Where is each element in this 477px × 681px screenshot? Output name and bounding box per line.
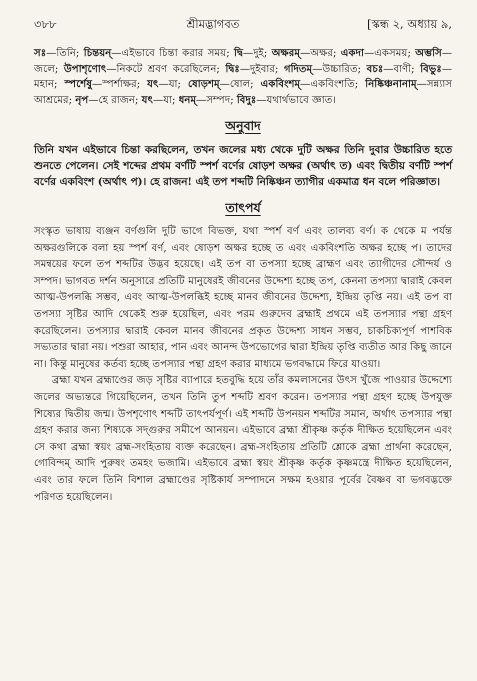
synonym-meaning: এইভাবে চিন্তা করার সময়: [121, 48, 227, 59]
synonym-word: দ্বিঃ: [225, 62, 240, 75]
synonym-meaning: একবিংশতি: [310, 79, 355, 90]
synonym-meaning: দুই: [253, 48, 264, 59]
chapter-reference: [স্কন্ধ ২, অধ্যায় ৯,: [367, 17, 452, 31]
synonym-meaning: যথার্থভাবে জ্ঞাত: [266, 94, 333, 106]
purport-heading: তাৎপর্য: [225, 200, 261, 215]
synonym-meaning: মহান: [34, 79, 55, 90]
synonym-meaning: ষোল: [229, 79, 251, 90]
translation-text: তিনি যখন এইভাবে চিন্তা করছিলেন, তখন জলের মধ্য থেকে দুটি অক্ষর তিনি দুবার উচ্চারিত হতে শুনতে পেলেন। সেই শব্দের প্রথম বর্ণটি স্পর্শ বর্ণের ষোড়শ অক্ষর (অর্থাৎ ত) এবং দ্বিতীয় বর্ণটি স্পর্শ বর্ণের একবিংশ (অর্থাৎ প)। হে রাজন! এই তপ শব্দটি নিষ্কিঞ্চন ত্যাগীর একমাত্র ধন বলে পরিজ্ঞাত।: [34, 144, 452, 188]
synonym-word: নৃপ: [75, 93, 89, 106]
synonym-word: বিদুঃ: [236, 93, 257, 106]
synonym-meaning: দুইবার: [250, 63, 275, 75]
purport-paragraph: ব্রহ্মা যখন ব্রহ্মাণ্ডের জড় সৃষ্টির ব্যাপারে হতবুদ্ধি হয়ে তাঁর কমলাসনের উৎস খুঁজে পাওয়ার উদ্দেশ্যে জলের অভ্যন্তরে গিয়েছিলেন, তখন তিনি তুপ শব্দটি শ্রবণ করেন। তপস্যার পন্থা গ্রহণ হচ্ছে উপযুক্ত শিষ্যের দ্বিতীয় জন্ম। উপশৃণোৎ শব্দটি তাৎপর্যপূর্ণ। এই শব্দটি উপনয়ন শব্দটির সমান, অর্থাৎ তপস্যার পন্থা গ্রহণ করার জন্য শিষ্যকে সদ্গুরুর সমীপে আনয়ন। এইভাবে ব্রহ্মা শ্রীকৃষ্ণ কর্তৃক দীক্ষিত হয়েছিলেন এবং সে কথা ব্রহ্মা স্বয়ং ব্রহ্ম-সংহিতায় ব্যক্ত করেছেন। ব্রহ্ম-সংহিতায় প্রতিটি শ্লোকে ব্রহ্মা প্রার্থনা করেছেন, গোবিন্দম্ আদি পুরুষং তমহং ভজামি। এইভাবে ব্রহ্মা স্বয়ং শ্রীকৃষ্ণ কর্তৃক কৃষ্ণমন্ত্রে দীক্ষিত হয়েছিলেন, এবং তার ফলে তিনি বিশাল ব্রহ্মাণ্ডের সৃষ্টিকার্য সম্পাদনে সক্ষম হওয়ার পূর্বের বৈষ্ণব বা ভগবদ্ভক্তে পরিণত হয়েছিলেন।: [34, 375, 452, 503]
synonym-word: ধনম্: [178, 93, 197, 106]
synonym-word: যৎ: [141, 93, 153, 106]
synonym-word: একদা: [340, 47, 364, 59]
synonym-word: দ্বি: [234, 47, 244, 59]
synonym-word: উপাশৃণোৎ: [63, 62, 107, 75]
synonym-meaning: যা: [163, 94, 173, 106]
synonym-meaning: যা: [168, 79, 178, 90]
page-header: [34, 16, 452, 34]
purport-paragraph: সংস্কৃত ভাষায় ব্যঞ্জন বর্ণগুলি দুটি ভাগে বিভক্ত, যথা স্পর্শ বর্ণ এবং তালব্য বর্ণ। ক থেকে ম পর্যন্ত অক্ষরগুলিকে বলা হয় স্পর্শ বর্ণ, এবং ষোড়শ অক্ষর হচ্ছে ত এবং একবিংশতি অক্ষর হচ্ছে প। তাদের সমন্বয়ের ফলে তপ শব্দটির উদ্ভব হয়েছে। এই তপ বা তপস্যা হচ্ছে ব্রাহ্মণ এবং ত্যাগীদের সৌন্দর্য ও সম্পদ। ভাগবত দর্শন অনুসারে প্রতিটি মানুষেরই জীবনের উদ্দেশ্য হচ্ছে তপ, কেননা তপস্যা দ্বারাই কেবল আত্ম-উপলব্ধি সম্ভব, এবং আত্ম-উপলব্ধিই হচ্ছে মানব জীবনের উদ্দেশ্য, ইন্দ্রিয় তৃপ্তি নয়। এই তপ বা তপস্যা সৃষ্টির আদি থেকেই শুরু হয়েছিল, এবং পরম গুরুদেব ব্রহ্মাই প্রথমে এই তপস্যার পন্থা গ্রহণ করেছিলেন। তপস্যার দ্বারাই কেবল মানব জীবনের প্রকৃত উদ্দেশ্য সাধন সম্ভব, চাকচিক্যপূর্ণ পাশবিক সভ্যতার দ্বারা নয়। পশুরা আহার, পান এবং আনন্দ উপভোগের দ্বারা ইন্দ্রিয় তৃপ্তি ব্যতীত আর কিছু জানে না। কিন্তু মানুষের কর্তব্য হচ্ছে তপস্যার পন্থা গ্রহণ করার মাধ্যমে ভগবদ্ধামে ফিরে যাওয়া।: [34, 226, 452, 370]
synonym-meaning: জলে: [34, 63, 55, 75]
synonym-word: যৎ: [147, 78, 159, 90]
synonym-word: একবিংশম্: [260, 78, 301, 90]
synonym-meaning: সন্ন্যাস আশ্রমের: [34, 79, 453, 106]
synonym-meaning: স্পর্শাক্ষর: [102, 79, 137, 90]
synonym-word: বচঃ: [366, 62, 384, 75]
synonym-meaning: সম্পদ: [206, 94, 231, 106]
synonym-meaning: উচ্চারিত: [322, 63, 358, 75]
synonym-word: সঃ: [34, 47, 47, 59]
synonym-meaning: নিকটে শ্রবণ করেছিলেন: [116, 63, 217, 75]
synonym-meaning: হে রাজন: [98, 94, 135, 106]
synonym-word: নিষ্কিঞ্চনানাম্: [365, 78, 417, 90]
synonym-word: স্পর্শেষু: [64, 78, 92, 90]
synonym-meaning: অক্ষর: [310, 48, 333, 59]
synonym-meaning: বাণী: [393, 63, 412, 75]
synonym-word: অক্ষরম্: [271, 47, 301, 59]
synonym-meaning: তিনি: [56, 48, 76, 59]
page-number: ৩৮৮: [34, 17, 57, 31]
synonym-word: চিন্তয়ন্: [83, 47, 112, 59]
synonym-word: গদিতম্: [283, 62, 313, 75]
synonym-meaning: একসময়: [374, 48, 408, 59]
synonym-word: ষোড়শম্: [188, 78, 220, 90]
translation-heading: অনুবাদ: [225, 118, 261, 133]
purport-body: [34, 224, 452, 506]
book-title: শ্রীমদ্ভাগবত: [186, 17, 240, 31]
synonym-word: অম্ভসি: [415, 47, 442, 59]
document-page: [34, 16, 452, 506]
synonym-word: বিভুঃ: [420, 62, 442, 75]
synonyms-section: সঃ—তিনি; চিন্তয়ন্—এইভাবে চিন্তা করার সময়; দ্বি—দুই; অক্ষরম্—অক্ষর; একদা—একসময়; অম্ভসি—জলে; উপাশৃণোৎ—নিকটে শ্রবণ করেছিলেন; দ্বিঃ—দুইবার; গদিতম্—উচ্চারিত; বচঃ—বাণী; বিভুঃ—মহান; স্পর্শেষু—স্পর্শাক্ষর; যৎ—যা; ষোড়শম্—ষোল; একবিংশম্—একবিংশতি; নিষ্কিঞ্চনানাম্—সন্ন্যাস আশ্রমের; নৃপ—হে রাজন; যৎ—যা; ধনম্—সম্পদ; বিদুঃ—যথার্থভাবে জ্ঞাত।: [34, 47, 453, 106]
